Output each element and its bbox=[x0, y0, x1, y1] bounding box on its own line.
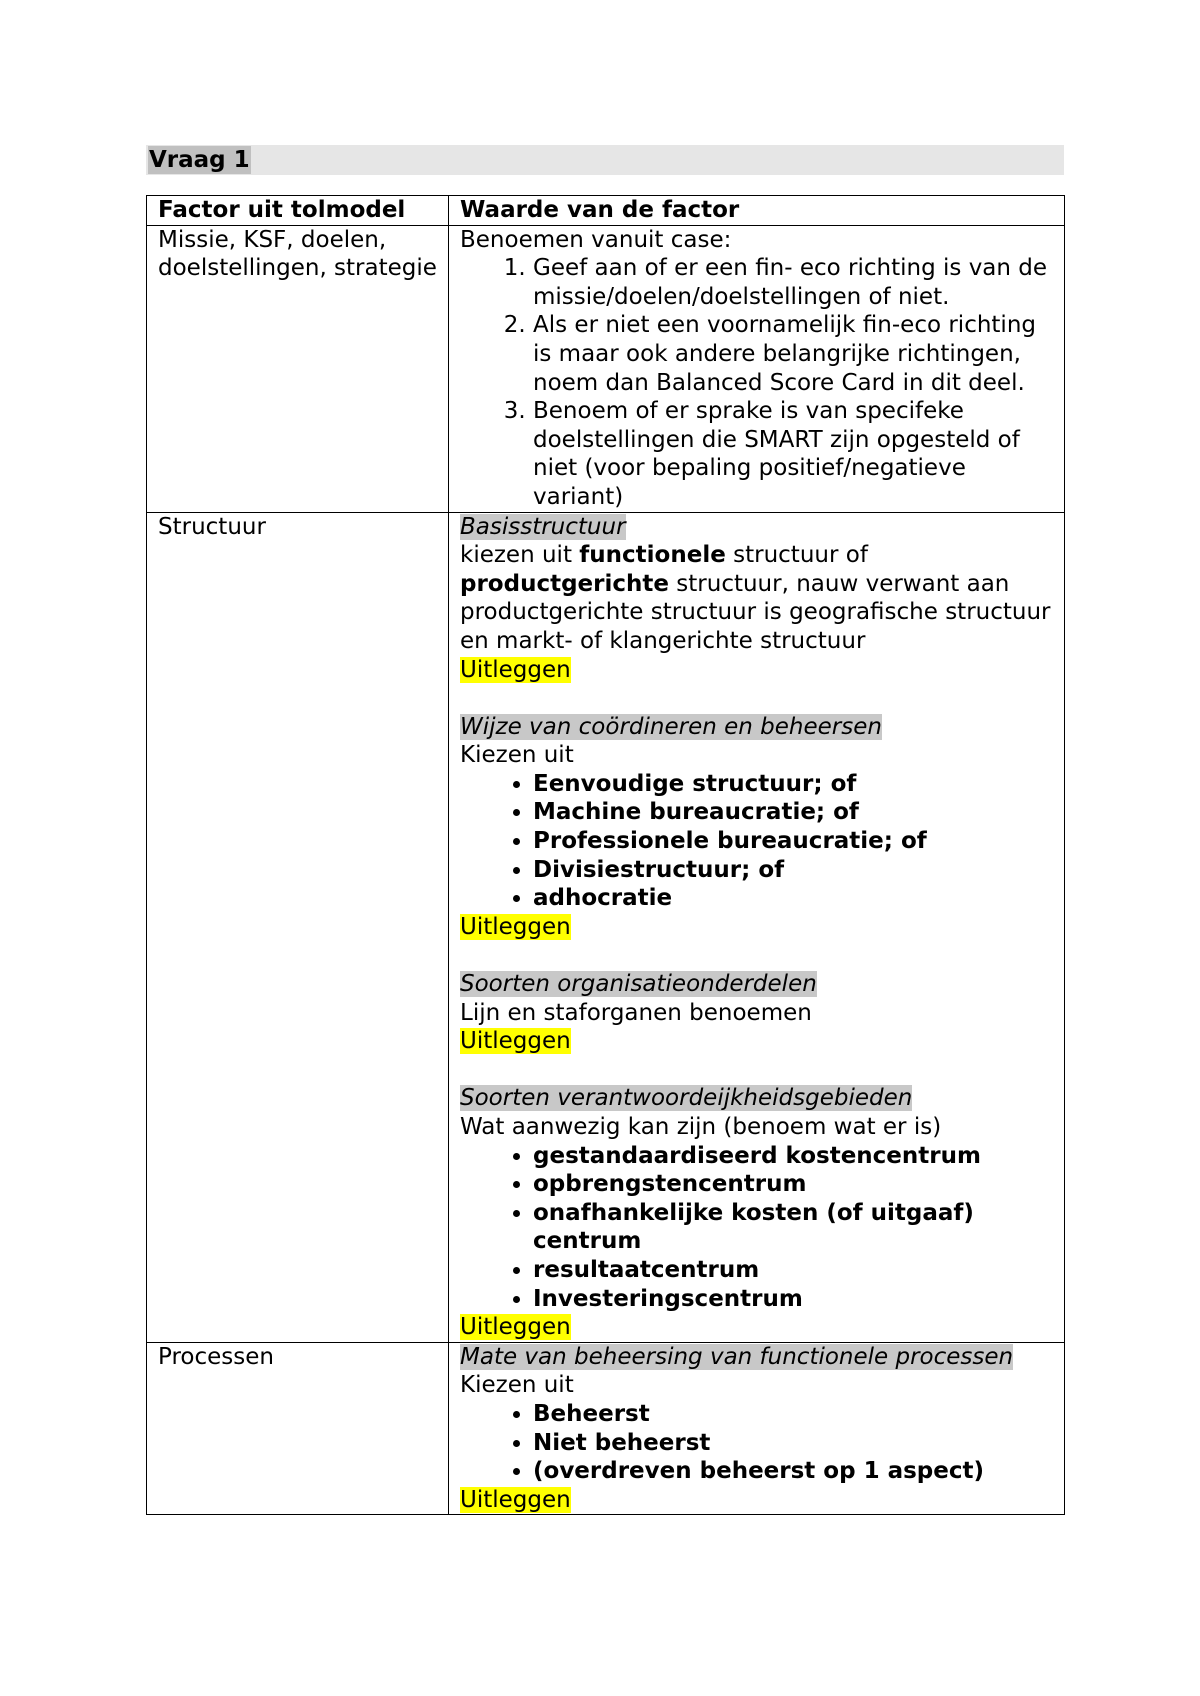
factor-structuur: Structuur bbox=[147, 512, 449, 1342]
list-item: • resultaatcentrum bbox=[533, 1256, 1054, 1285]
verantwoordelijkheid-heading: Soorten verantwoordeijkheidsgebieden bbox=[460, 1085, 913, 1112]
verantwoordelijkheid-list bbox=[460, 1142, 1054, 1314]
list-item: • Eenvoudige structuur; of bbox=[533, 770, 1054, 799]
value-processen bbox=[449, 1342, 1065, 1515]
question-title: Vraag 1 bbox=[149, 147, 250, 173]
coordinatie-heading: Wijze van coördineren en beheersen bbox=[460, 713, 882, 740]
processen-list bbox=[460, 1400, 1054, 1486]
list-item: 1. Geef aan of er een fin- eco richting is van de missie/doelen/doelstellingen of niet. bbox=[533, 254, 1054, 311]
missie-intro: Benoemen vanuit case: bbox=[460, 226, 732, 253]
factor-processen: Processen bbox=[147, 1342, 449, 1515]
list-item: • onafhankelijke kosten (of uitgaaf) centrum bbox=[533, 1199, 1054, 1256]
missie-list bbox=[460, 254, 1054, 511]
list-item: • Professionele bureaucratie; of bbox=[533, 827, 1054, 856]
explain-highlight: Uitleggen bbox=[460, 1314, 571, 1341]
explain-highlight: Uitleggen bbox=[460, 913, 571, 940]
list-item: 3. Benoem of er sprake is van specifeke doelstellingen die SMART zijn opgesteld of niet (voor bepaling positief/negatieve variant) bbox=[533, 397, 1054, 511]
coordinatie-intro: Kiezen uit bbox=[460, 742, 574, 769]
processen-intro: Kiezen uit bbox=[460, 1372, 574, 1399]
list-item: • (overdreven beheerst op 1 aspect) bbox=[533, 1457, 1054, 1486]
explain-highlight: Uitleggen bbox=[460, 1486, 571, 1513]
explain-highlight: Uitleggen bbox=[460, 656, 571, 683]
value-missie bbox=[449, 225, 1065, 512]
header-factor: Factor uit tolmodel bbox=[147, 196, 449, 226]
basisstructuur-text: kiezen uit functionele structuur of productgerichte structuur, nauw verwant aan productgerichte structuur is geografische structuur en markt- of klangerichte structuur bbox=[460, 542, 1051, 654]
list-item: • adhocratie bbox=[533, 884, 1054, 913]
list-item: • gestandaardiseerd kostencentrum bbox=[533, 1142, 1054, 1171]
basisstructuur-heading: Basisstructuur bbox=[460, 513, 626, 540]
tolmodel-table bbox=[146, 195, 1065, 1515]
processen-heading: Mate van beheersing van functionele processen bbox=[460, 1343, 1014, 1370]
list-item: • opbrengstencentrum bbox=[533, 1170, 1054, 1199]
table-row-structuur bbox=[147, 512, 1065, 1342]
list-item: • Investeringscentrum bbox=[533, 1285, 1054, 1314]
header-value: Waarde van de factor bbox=[449, 196, 1065, 226]
question-title-bar bbox=[146, 145, 1064, 175]
list-item: • Beheerst bbox=[533, 1400, 1054, 1429]
factor-missie: Missie, KSF, doelen, doelstellingen, strategie bbox=[147, 225, 449, 512]
verantwoordelijkheid-intro: Wat aanwezig kan zijn (benoem wat er is) bbox=[460, 1114, 942, 1140]
coordinatie-list bbox=[460, 770, 1054, 913]
table-row-processen bbox=[147, 1342, 1065, 1515]
list-item: • Niet beheerst bbox=[533, 1429, 1054, 1458]
table-row-missie bbox=[147, 225, 1065, 512]
table-header-row bbox=[147, 196, 1065, 226]
list-item: 2. Als er niet een voornamelijk fin-eco richting is maar ook andere belangrijke richtingen, noem dan Balanced Score Card in dit deel. bbox=[533, 311, 1054, 397]
explain-highlight: Uitleggen bbox=[460, 1028, 571, 1055]
list-item: • Machine bureaucratie; of bbox=[533, 798, 1054, 827]
value-structuur bbox=[449, 512, 1065, 1342]
onderdelen-heading: Soorten organisatieonderdelen bbox=[460, 971, 817, 998]
list-item: • Divisiestructuur; of bbox=[533, 856, 1054, 885]
onderdelen-text: Lijn en staforganen benoemen bbox=[460, 999, 812, 1026]
